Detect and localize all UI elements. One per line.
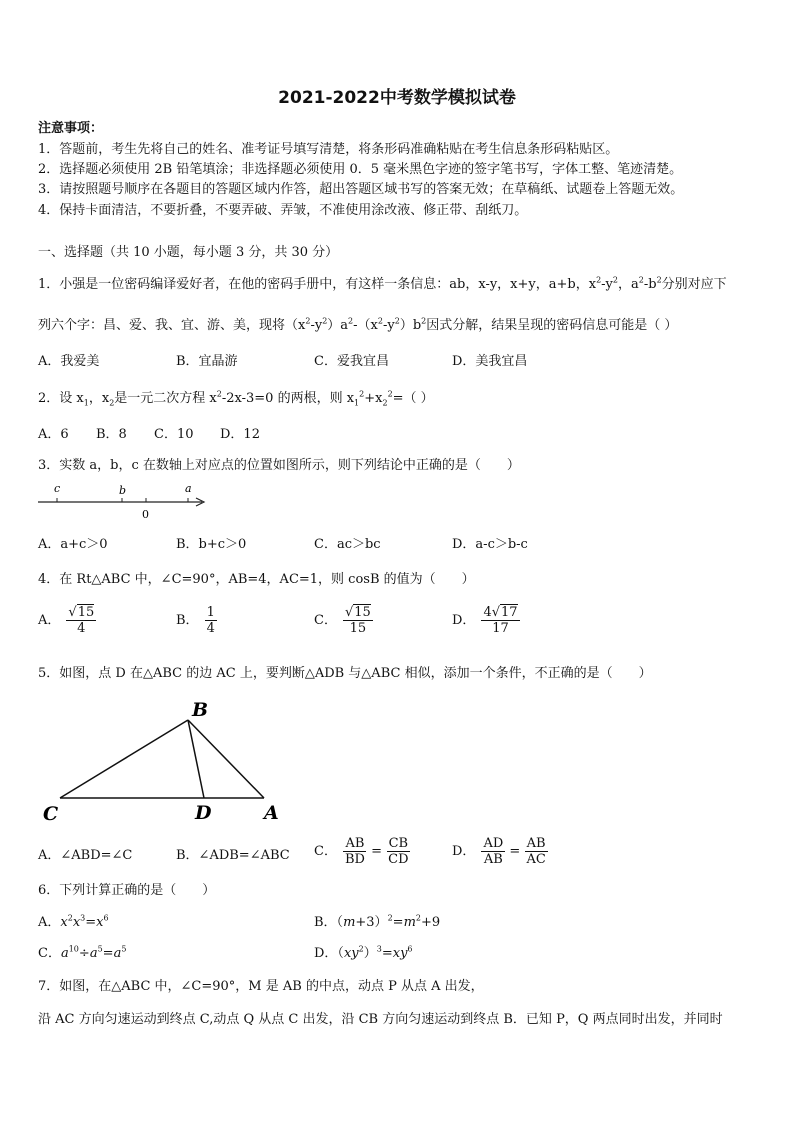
label-a: a — [185, 482, 192, 495]
label-b: b — [119, 484, 127, 497]
q4-option-d[interactable]: D． $\frac{4√17}{17}$ — [452, 605, 518, 636]
q2-option-c[interactable]: C．10 — [154, 427, 194, 442]
vertex-c-label: C — [43, 803, 59, 825]
q3-option-a[interactable]: A．a+c＞0 — [38, 537, 108, 552]
question-3-text: 3．实数 a，b，c 在数轴上对应点的位置如图所示，则下列结论中正确的是（ ） — [38, 458, 520, 473]
q3-option-c[interactable]: C．ac＞bc — [314, 537, 381, 552]
notice-item-3: 3．请按照题号顺序在各题目的答题区域内作答，超出答题区域书写的答案无效；在草稿纸、试题卷上答题无效。 — [38, 182, 684, 197]
q4-option-c[interactable]: C． $\frac{√15}{15}$ — [314, 605, 371, 636]
segment-bd — [188, 720, 204, 798]
question-4-text: 4．在 Rt△ABC 中，∠C=90°，AB=4，AC=1，则 cosB 的值为（ ） — [38, 572, 475, 587]
q5-option-c[interactable]: C． $\frac{AB}{BD}$ = $\frac{CB}{CD}$ — [314, 836, 409, 867]
notice-item-1: 1．答题前，考生先将自己的姓名、准考证号填写清楚，将条形码准确粘贴在考生信息条形码粘贴区。 — [38, 142, 619, 157]
q1-option-a[interactable]: A．我爱美 — [38, 354, 100, 369]
notice-item-2: 2．选择题必须使用 2B 铅笔填涂；非选择题必须使用 0．5 毫米黑色字迹的签字笔书写，字体工整、笔迹清楚。 — [38, 162, 683, 177]
question-1-line-2: 列六个字：昌、爱、我、宜、游、美，现将$(x^2-y^2)a^2-(x^2-y^2)b^2$因式分解，结果呈现的密码信息可能是（ ） — [38, 316, 678, 333]
question-1-line-1: 1．小强是一位密码编译爱好者，在他的密码手册中，有这样一条信息：ab，x-y，x+y，a+b，$x^2-y^2$，$a^2-b^2$分别对应下 — [38, 275, 727, 292]
q1-option-b[interactable]: B．宜晶游 — [176, 354, 238, 369]
label-zero: 0 — [142, 508, 149, 521]
q2-option-a[interactable]: A．6 — [38, 427, 69, 442]
q1-option-c[interactable]: C．爱我宜昌 — [314, 354, 389, 369]
segment-ba — [188, 720, 264, 798]
notice-heading: 注意事项： — [38, 121, 104, 136]
q2-option-d[interactable]: D．12 — [220, 427, 260, 442]
triangle-figure — [38, 696, 298, 826]
q3-option-b[interactable]: B．b+c＞0 — [176, 537, 247, 552]
page-title: 2021-2022中考数学模拟试卷 — [278, 88, 516, 108]
question-2-text: 2．设 $x_1$，$x_2$是一元二次方程 $x^2-2x-3=0$ 的两根，则 $x_1^2+x_2^2=$（ ） — [38, 389, 434, 408]
question-7-line-1: 7．如图，在△ABC 中，∠C=90°，M 是 AB 的中点，动点 P 从点 A 出发， — [38, 979, 484, 994]
question-5-text: 5．如图，点 D 在△ABC 的边 AC 上，要判断△ADB 与△ABC 相似，添加一个条件，不正确的是（ ） — [38, 666, 652, 681]
question-6-text: 6．下列计算正确的是（ ） — [38, 883, 216, 898]
q2-option-b[interactable]: B．8 — [96, 427, 127, 442]
segment-cb — [60, 720, 188, 798]
question-7-line-2: 沿 AC 方向匀速运动到终点 C,动点 Q 从点 C 出发，沿 CB 方向匀速运动到终点 B．已知 P，Q 两点同时出发，并同时 — [38, 1012, 723, 1027]
vertex-b-label: B — [192, 699, 209, 721]
q5-option-d[interactable]: D． $\frac{AD}{AB}$ = $\frac{AB}{AC}$ — [452, 836, 546, 867]
q5-option-b[interactable]: B．∠ADB=∠ABC — [176, 848, 290, 863]
number-line-figure — [36, 478, 211, 522]
q6-option-c[interactable]: C．$a^{10}\div a^5=a^5$ — [38, 944, 127, 961]
q6-option-d[interactable]: D．$(xy^2)^3=xy^6$ — [314, 944, 413, 961]
q6-option-a[interactable]: A．$x^2x^3=x^6$ — [38, 913, 109, 930]
section-heading: 一、选择题（共 10 小题，每小题 3 分，共 30 分） — [38, 245, 339, 260]
vertex-d-label: D — [195, 802, 212, 824]
label-c: c — [54, 482, 61, 495]
q4-option-a[interactable]: A． $\frac{√15}{4}$ — [38, 605, 95, 636]
notice-item-4: 4．保持卡面清洁，不要折叠，不要弄破、弄皱，不准使用涂改液、修正带、刮纸刀。 — [38, 203, 528, 218]
vertex-a-label: A — [264, 802, 279, 824]
q6-option-b[interactable]: B．$(m+3)^2=m^2+9$ — [314, 913, 441, 930]
q1-option-d[interactable]: D．美我宜昌 — [452, 354, 528, 369]
q4-option-b[interactable]: B． $\frac{1}{4}$ — [176, 605, 215, 636]
q5-option-a[interactable]: A．∠ABD=∠C — [38, 848, 133, 863]
q3-option-d[interactable]: D．a-c＞b-c — [452, 537, 528, 552]
